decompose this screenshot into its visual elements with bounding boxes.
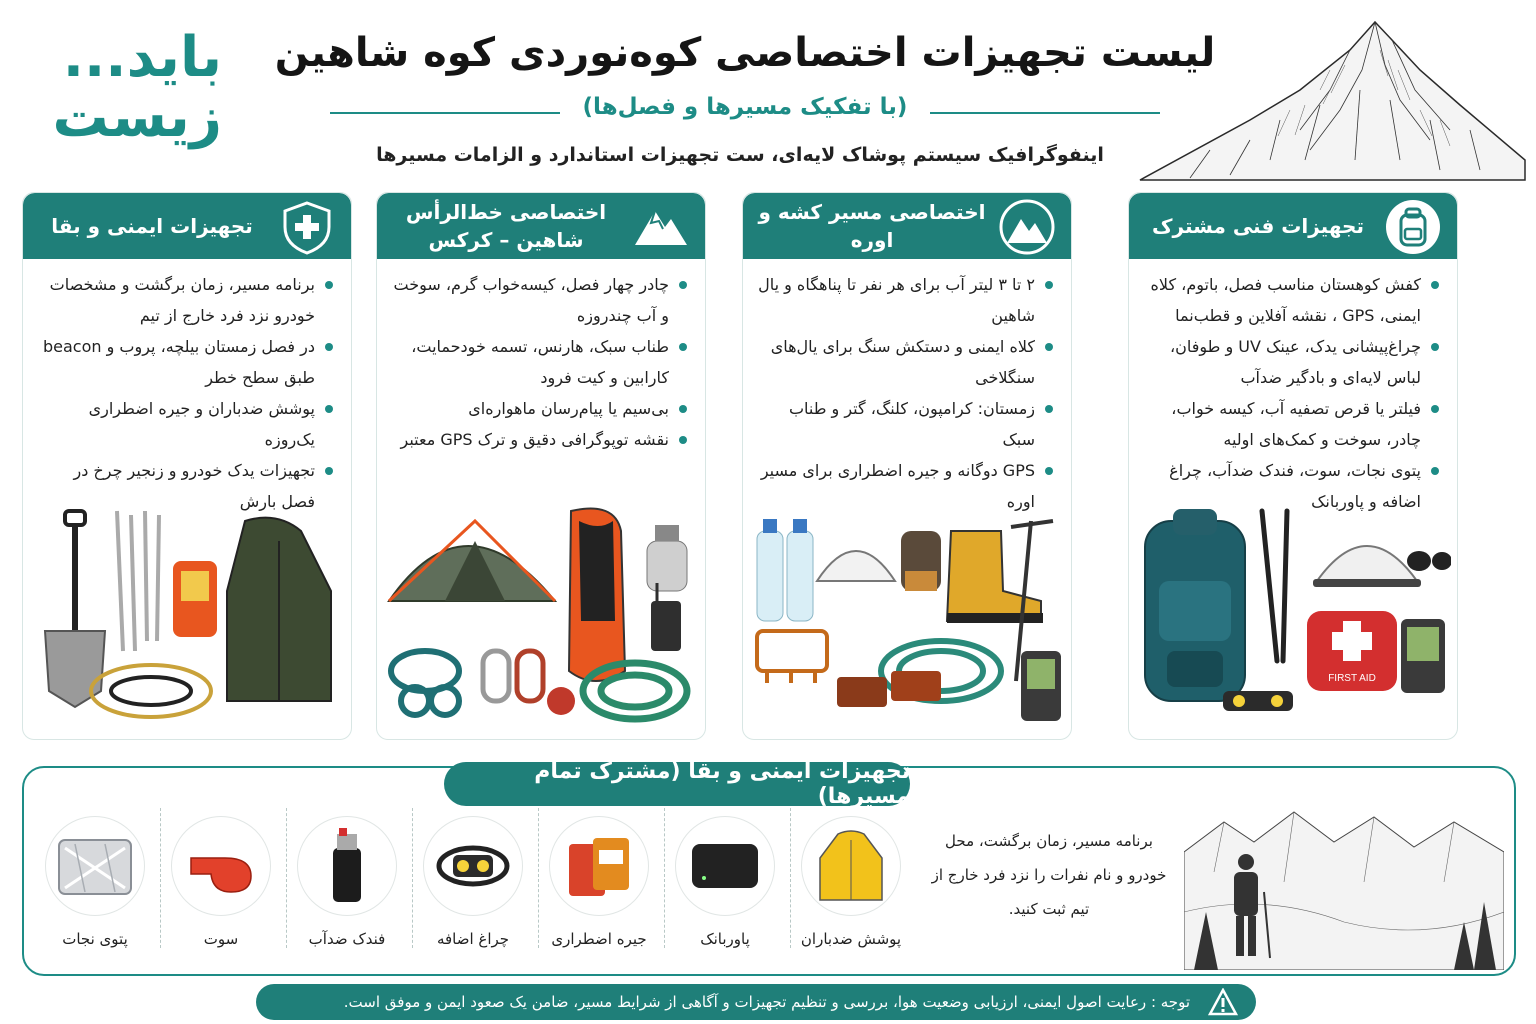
warning-icon (1208, 988, 1238, 1016)
list-item: تجهیزات یدک خودرو و زنجیر چرخ در فصل بارش (37, 455, 337, 517)
item-label: پوشش ضدباران (800, 930, 902, 948)
divider (160, 808, 161, 948)
gps-icon (1401, 619, 1445, 693)
rope-icon (583, 663, 687, 719)
card-header (1129, 193, 1457, 259)
card-safety (22, 192, 352, 740)
survival-panel (22, 759, 1516, 976)
card-header (377, 193, 705, 259)
note-bar (256, 984, 1256, 1020)
card-header (23, 193, 351, 259)
mountain-ridge-icon (633, 199, 689, 255)
descender-icon (547, 687, 575, 715)
card-list (391, 269, 691, 455)
survival-item-powerbank (670, 816, 780, 948)
common-gear-illustration (1137, 501, 1451, 731)
beacon-icon (173, 561, 217, 637)
card-title: تجهیزات ایمنی و بقا (51, 214, 253, 238)
survival-item-lighter (292, 816, 402, 948)
list-item: در فصل زمستان بیلچه، پروب و beacon طبق سطح خطر (37, 331, 337, 393)
survival-instruction: برنامه مسیر، زمان برگشت، محل خودرو و نام نفرات را نزد فرد خارج از تیم ثبت کنید. (931, 832, 1167, 918)
first-aid-kit-icon (1307, 611, 1397, 691)
list-item: پتوی نجات، سوت، فندک ضدآب، چراغ اضافه و پاوربانک (1143, 455, 1443, 517)
powerbank-icon (688, 838, 762, 894)
backpack-icon (1145, 509, 1245, 701)
item-label: پتوی نجات (62, 930, 128, 948)
divider (664, 808, 665, 948)
headlamp-icon (1223, 691, 1293, 711)
logo-line-1: باید... (62, 25, 222, 90)
harness-icon (391, 651, 459, 715)
water-bottles-icon (757, 519, 813, 621)
safety-gear-illustration (31, 501, 345, 731)
jacket-icon (227, 518, 331, 701)
list-item: کلاه ایمنی و دستکش سنگ برای یال‌های سنگلاخی (757, 331, 1057, 393)
logo-line-2: زیست (52, 85, 222, 150)
page-description: اینفوگرافیک سیستم پوشاک لایه‌ای، ست تجهیزات استاندارد و الزامات مسیرها (376, 144, 1104, 166)
stove-icon (647, 525, 687, 591)
list-item: چادر چهار فصل، کیسه‌خواب گرم، سوخت و آب چندروزه (391, 269, 691, 331)
item-label: فندک ضدآب (308, 930, 386, 948)
emergency-food-icon (563, 830, 635, 902)
item-label: جیره اضطراری (551, 930, 647, 948)
list-item: کفش کوهستان مناسب فصل، باتوم، کلاه ایمنی، GPS ، نقشه آفلاین و قطب‌نما (1143, 269, 1443, 331)
carabiner-icon (483, 651, 543, 701)
card-title: تجهیزات فنی مشترک (1152, 214, 1364, 238)
item-label: چراغ اضافه (436, 930, 510, 948)
goggles-icon (1407, 551, 1451, 571)
subtitle-row (330, 92, 1160, 132)
survival-item-emergency-blanket (40, 816, 150, 948)
item-label: سوت (203, 930, 239, 948)
radio-icon (651, 583, 681, 651)
card-list (37, 269, 337, 517)
card-ridge (376, 192, 706, 740)
card-title: اختصاصی خط‌الرأس شاهین – کرکس (405, 200, 607, 252)
shield-cross-icon (279, 199, 335, 255)
list-item: چراغ‌پیشانی یدک، عینک UV و طوفان، لباس لایه‌ای و بادگیر ضدآب (1143, 331, 1443, 393)
survival-item-whistle (166, 816, 276, 948)
ridge-gear-illustration (385, 501, 699, 731)
sleeping-bag-icon (569, 509, 625, 682)
hiker-landscape-illustration (1184, 792, 1504, 970)
card-kasheh-oureh (742, 192, 1072, 740)
list-item: طناب سبک، هارنس، تسمه خودحمایت، کارابین و کیت فرود (391, 331, 691, 393)
divider (286, 808, 287, 948)
emergency-blanket-icon (55, 834, 135, 898)
divider (538, 808, 539, 948)
first-aid-label: FIRST AID (1328, 673, 1376, 684)
card-list (757, 269, 1057, 517)
gloves-icon (901, 531, 941, 591)
subtitle-rule-right (930, 112, 1160, 114)
snow-chains-icon (91, 665, 211, 717)
headlamp-icon (435, 841, 511, 891)
trekking-poles-icon (1262, 511, 1287, 661)
survival-title: تجهیزات ایمنی و بقا (مشترک تمام مسیرها) (444, 762, 910, 806)
list-item: زمستان: کرامپون، کلنگ، گتر و طناب سبک (757, 393, 1057, 455)
list-item: ۲ تا ۳ لیتر آب برای هر نفر تا پناهگاه و یال شاهین (757, 269, 1057, 331)
list-item: بی‌سیم یا پیام‌رسان ماهواره‌ای (391, 393, 691, 424)
crampons-icon (757, 631, 827, 683)
list-item: برنامه مسیر، زمان برگشت و مشخصات خودرو نزد فرد خارج از تیم (37, 269, 337, 331)
survival-item-headlamp (418, 816, 528, 948)
list-item: GPS دوگانه و جیره اضطراری برای مسیر اوره (757, 455, 1057, 517)
probe-icon (117, 511, 159, 651)
logo (26, 22, 236, 152)
helmet-icon (1313, 546, 1421, 587)
note-text: توجه : رعایت اصول ایمنی، ارزیابی وضعیت هوا، بررسی و تنظیم تجهیزات و آگاهی از شرایط مسیر، ضامن یک صعود ایمن و موفق است. (343, 993, 1190, 1011)
card-header (743, 193, 1071, 259)
shovel-icon (45, 511, 105, 707)
whistle-icon (185, 838, 257, 894)
backpack-icon (1385, 199, 1441, 255)
mountain-icon (999, 199, 1055, 255)
helmet-icon (817, 551, 895, 581)
survival-item-raincoat (796, 816, 906, 948)
card-title: اختصاصی مسیر کشه و اوره (758, 200, 986, 252)
divider (412, 808, 413, 948)
divider (790, 808, 791, 948)
page-title: لیست تجهیزات اختصاصی کوه‌نوردی کوه شاهین (274, 30, 1216, 76)
tent-icon (389, 521, 555, 601)
list-item: فیلتر یا قرص تصفیه آب، کیسه خواب، چادر، سوخت و کمک‌های اولیه (1143, 393, 1443, 455)
item-label: پاوربانک (700, 930, 750, 948)
lighter-icon (327, 828, 367, 904)
list-item: نقشه توپوگرافی دقیق و ترک GPS معتبر (391, 424, 691, 455)
page-subtitle: (با تفکیک مسیرها و فصل‌ها) (582, 94, 908, 120)
subtitle-rule-left (330, 112, 560, 114)
list-item: پوشش ضدباران و جیره اضطراری یک‌روزه (37, 393, 337, 455)
raincoat-icon (816, 828, 886, 904)
gps-icon (1021, 651, 1061, 721)
card-common-gear (1128, 192, 1458, 740)
card-list (1143, 269, 1443, 517)
kasheh-gear-illustration (751, 501, 1065, 731)
survival-item-emergency-food (544, 816, 654, 948)
